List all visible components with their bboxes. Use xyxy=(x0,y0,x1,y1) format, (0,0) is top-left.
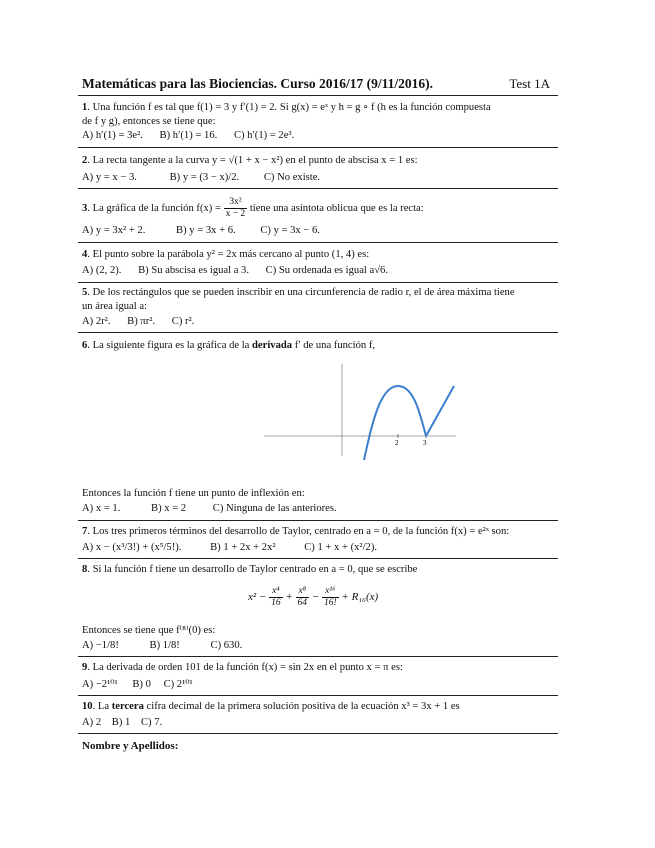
question-text: f′ de una función f, xyxy=(294,340,375,351)
option-c: C) 2¹⁰¹ xyxy=(163,679,193,690)
fraction-numerator: x¹⁶ xyxy=(322,586,339,598)
options-6 xyxy=(82,503,351,514)
option-c: C) 630. xyxy=(210,640,243,651)
question-9 xyxy=(82,661,558,675)
fraction-denominator: 16 xyxy=(271,598,281,608)
question-number: 1 xyxy=(82,102,88,113)
divider xyxy=(78,558,558,559)
question-3 xyxy=(82,197,558,221)
fraction xyxy=(269,586,283,609)
option-c: C) 7. xyxy=(140,717,163,728)
derivative-curve-line xyxy=(426,386,454,436)
exam-header xyxy=(78,76,558,94)
option-c: C) Ninguna de las anteriores. xyxy=(212,503,337,514)
option-a: A) x = 1. xyxy=(82,503,121,514)
question-number: 9 xyxy=(82,662,88,673)
question-text: . La xyxy=(92,701,110,712)
emphasis-word: tercera xyxy=(111,701,144,712)
divider xyxy=(78,282,558,283)
question-number: 5 xyxy=(82,287,88,298)
fraction xyxy=(322,586,339,609)
divider xyxy=(78,147,558,148)
divider xyxy=(78,656,558,657)
eq-term: x² − xyxy=(248,591,267,604)
tick-label-2: 2 xyxy=(395,439,399,447)
option-b: B) 1 + 2x + 2x² xyxy=(210,542,276,553)
divider xyxy=(78,520,558,521)
divider xyxy=(78,95,558,96)
option-a: A) −1/8! xyxy=(82,640,119,651)
option-a: A) y = x − 3. xyxy=(82,172,137,183)
option-a: A) 2r². xyxy=(82,316,111,327)
question-text: Entonces se tiene que f⁽⁸⁾(0) es: xyxy=(82,625,216,636)
question-text: de f y g), entonces se tiene que: xyxy=(82,115,216,127)
question-number: 6 xyxy=(82,340,88,351)
question-text: cifra decimal de la primera solución positiva de la ecuación x³ = 3x + 1 es xyxy=(146,701,460,712)
name-label: Nombre y Apellidos: xyxy=(82,740,179,752)
options-5 xyxy=(82,316,208,327)
question-number: 8 xyxy=(82,564,88,575)
test-label: Test 1A xyxy=(509,76,550,91)
question-7 xyxy=(82,525,558,539)
question-text: . La recta tangente a la curva y = √(1 + x − x²) en el punto de abscisa x = 1 es: xyxy=(87,155,418,166)
divider xyxy=(78,695,558,696)
taylor-expansion xyxy=(248,586,378,609)
option-b: B) 0 xyxy=(132,679,151,690)
option-b: B) 1/8! xyxy=(149,640,180,651)
eq-term: + xyxy=(285,591,293,604)
derivative-curve-parabola xyxy=(364,386,426,460)
question-text: tiene una asíntota oblicua que es la recta: xyxy=(249,203,424,214)
fraction xyxy=(224,197,248,220)
question-10 xyxy=(82,700,558,714)
eq-term: + R₁₆(x) xyxy=(341,591,379,604)
question-number: 3 xyxy=(82,203,88,214)
question-2 xyxy=(82,154,558,168)
option-b: B) x = 2 xyxy=(151,503,187,514)
tick-label-3: 3 xyxy=(423,439,427,447)
question-text: . La derivada de orden 101 de la función f(x) = sin 2x en el punto x = π es: xyxy=(87,662,403,673)
options-4 xyxy=(82,265,402,276)
option-b: B) 1 xyxy=(111,717,131,728)
fraction-numerator: x⁸ xyxy=(296,586,310,598)
question-text: . La siguiente figura es la gráfica de la xyxy=(87,340,250,351)
option-b: B) y = (3 − x)/2. xyxy=(169,172,240,183)
question-text: . Los tres primeros términos del desarrollo de Taylor, centrado en a = 0, de la función f(x) = e²ˣ son: xyxy=(87,526,510,537)
fraction-denominator: 64 xyxy=(297,598,308,608)
question-text: . Una función f es tal que f(1) = 3 y f′(1) = 2. Si g(x) = eˣ y h = g ∘ f (h es la función compuesta xyxy=(87,102,491,113)
question-8-followup xyxy=(82,624,558,638)
question-5 xyxy=(82,286,558,313)
exam-title: Matemáticas para las Biociencias. Curso 2016/17 (9/11/2016). xyxy=(82,76,433,91)
question-text: . La gráfica de la función f(x) = xyxy=(87,203,221,214)
emphasis-word: derivada xyxy=(252,340,293,351)
question-number: 7 xyxy=(82,526,88,537)
option-a: A) 2 xyxy=(82,717,102,728)
divider xyxy=(78,332,558,333)
question-1 xyxy=(82,101,558,128)
option-b: B) y = 3x + 6. xyxy=(176,225,236,236)
options-10 xyxy=(82,717,176,728)
option-b: B) πr². xyxy=(127,316,156,327)
question-4 xyxy=(82,248,558,262)
option-c: C) Su ordenada es igual a√6. xyxy=(265,265,388,276)
option-a: A) −2¹⁰¹ xyxy=(82,679,118,690)
option-a: A) y = 3x² + 2. xyxy=(82,225,146,236)
option-b: B) Su abscisa es igual a 3. xyxy=(138,265,249,276)
option-c: C) y = 3x − 6. xyxy=(260,225,320,236)
question-number: 10 xyxy=(82,701,93,712)
option-a: A) (2, 2). xyxy=(82,265,122,276)
fraction-denominator: 16! xyxy=(323,598,337,608)
question-8 xyxy=(82,563,558,577)
question-number: 2 xyxy=(82,155,88,166)
option-c: C) 1 + x + (x²/2). xyxy=(304,542,377,553)
divider xyxy=(78,733,558,734)
options-2 xyxy=(82,172,334,183)
options-8 xyxy=(82,640,256,651)
question-text: Entonces la función f tiene un punto de inflexión en: xyxy=(82,488,305,499)
option-c: C) No existe. xyxy=(263,172,321,183)
derivative-graph xyxy=(256,364,466,468)
option-a: A) h′(1) = 3e². xyxy=(82,130,143,141)
question-text: . El punto sobre la parábola y² = 2x más cercano al punto (1, 4) es: xyxy=(87,249,370,260)
divider xyxy=(78,242,558,243)
question-number: 4 xyxy=(82,249,88,260)
option-c: C) r². xyxy=(171,316,195,327)
question-6-followup xyxy=(82,487,558,501)
fraction-numerator: x⁴ xyxy=(269,586,283,598)
fraction-numerator: 3x² xyxy=(224,197,248,209)
options-9 xyxy=(82,678,207,690)
options-1 xyxy=(82,130,308,141)
fraction-denominator: x − 2 xyxy=(225,209,246,220)
question-text: . Si la función f tiene un desarrollo de Taylor centrado en a = 0, que se escribe xyxy=(87,564,418,575)
question-6 xyxy=(82,339,558,353)
fraction xyxy=(296,586,310,609)
option-c: C) h′(1) = 2e³. xyxy=(233,130,295,141)
option-a: A) x − (x³/3!) + (x⁵/5!). xyxy=(82,542,182,553)
option-b: B) h′(1) = 16. xyxy=(159,130,218,141)
options-3 xyxy=(82,225,334,236)
eq-term: − xyxy=(311,591,320,604)
question-text: un área igual a: xyxy=(82,300,148,312)
options-7 xyxy=(82,542,391,553)
divider xyxy=(78,188,558,189)
question-text: . De los rectángulos que se pueden inscribir en una circunferencia de radio r, el de área máxima tiene xyxy=(87,287,515,298)
